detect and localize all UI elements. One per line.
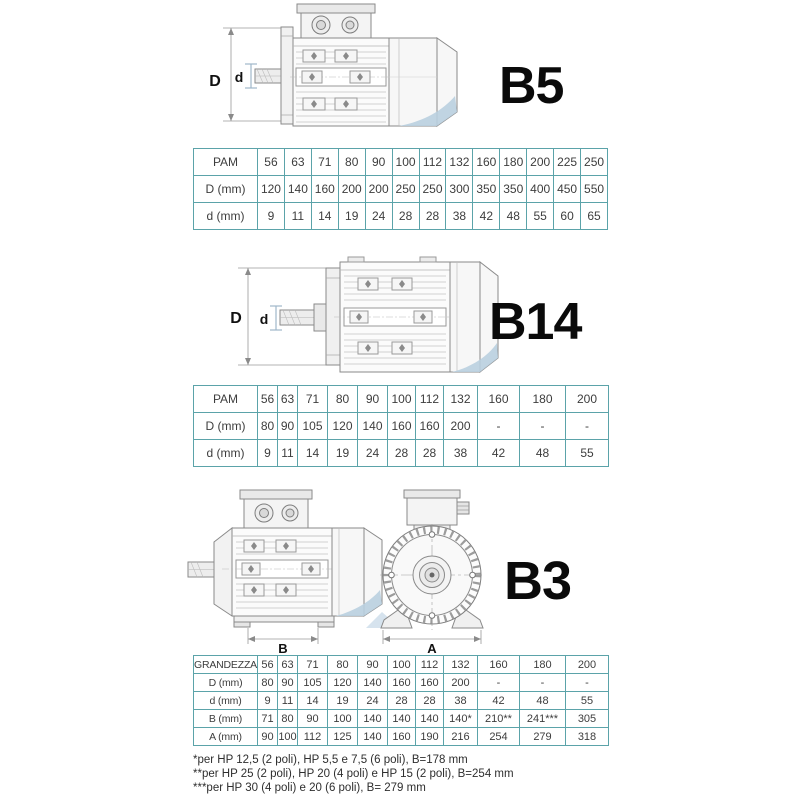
value-cell: 28: [416, 440, 444, 467]
value-cell: 48: [520, 692, 566, 710]
value-cell: 28: [419, 203, 446, 230]
value-cell: 71: [311, 149, 338, 176]
value-cell: 132: [444, 656, 478, 674]
value-cell: 60: [554, 203, 581, 230]
value-cell: 180: [520, 656, 566, 674]
value-cell: 120: [328, 413, 358, 440]
value-cell: -: [520, 413, 566, 440]
value-cell: 112: [416, 656, 444, 674]
value-cell: 210**: [478, 710, 520, 728]
value-cell: 100: [388, 656, 416, 674]
value-cell: 38: [444, 692, 478, 710]
value-cell: 105: [298, 413, 328, 440]
b3-dim-label-B: B: [278, 641, 288, 654]
value-cell: 241***: [520, 710, 566, 728]
row-header-cell: PAM: [194, 149, 258, 176]
footnote-line-1: *per HP 12,5 (2 poli), HP 5,5 e 7,5 (6 poli), B=178 mm: [193, 754, 468, 766]
value-cell: 400: [527, 176, 554, 203]
value-cell: 112: [419, 149, 446, 176]
footnote-line-2: **per HP 25 (2 poli), HP 20 (4 poli) e HP 15 (2 poli), B=254 mm: [193, 768, 514, 780]
footnotes: [193, 753, 623, 795]
value-cell: 9: [258, 203, 285, 230]
value-cell: 24: [358, 440, 388, 467]
value-cell: 56: [258, 386, 278, 413]
value-cell: 24: [365, 203, 392, 230]
value-cell: 225: [554, 149, 581, 176]
b3-dimensions-table: [193, 655, 609, 746]
value-cell: 24: [358, 692, 388, 710]
value-cell: 140: [416, 710, 444, 728]
value-cell: 250: [581, 149, 608, 176]
row-header-cell: A (mm): [194, 728, 258, 746]
value-cell: 80: [338, 149, 365, 176]
b3-dim-label-A: A: [427, 641, 437, 654]
value-cell: 250: [419, 176, 446, 203]
value-cell: -: [478, 413, 520, 440]
value-cell: 112: [298, 728, 328, 746]
value-cell: 160: [388, 674, 416, 692]
value-cell: 132: [446, 149, 473, 176]
value-cell: 140: [358, 413, 388, 440]
value-cell: 80: [258, 674, 278, 692]
value-cell: -: [566, 413, 609, 440]
value-cell: 14: [311, 203, 338, 230]
value-cell: 100: [278, 728, 298, 746]
value-cell: 100: [392, 149, 419, 176]
value-cell: 55: [527, 203, 554, 230]
row-header-cell: d (mm): [194, 692, 258, 710]
value-cell: 19: [328, 692, 358, 710]
footnote-line-3: ***per HP 30 (4 poli) e 20 (6 poli), B= 279 mm: [193, 782, 426, 794]
value-cell: 90: [358, 656, 388, 674]
mounting-type-label-b14: B14: [489, 293, 582, 351]
table-row: [194, 203, 608, 230]
value-cell: 11: [284, 203, 311, 230]
value-cell: 160: [388, 413, 416, 440]
row-header-cell: d (mm): [194, 203, 258, 230]
value-cell: 160: [416, 413, 444, 440]
value-cell: 200: [444, 413, 478, 440]
value-cell: 279: [520, 728, 566, 746]
value-cell: 19: [328, 440, 358, 467]
row-header-cell: D (mm): [194, 176, 258, 203]
value-cell: 9: [258, 692, 278, 710]
value-cell: 90: [258, 728, 278, 746]
value-cell: 180: [500, 149, 527, 176]
row-header-cell: B (mm): [194, 710, 258, 728]
table-row: [194, 674, 609, 692]
value-cell: 63: [278, 386, 298, 413]
value-cell: -: [520, 674, 566, 692]
value-cell: 160: [388, 728, 416, 746]
value-cell: 80: [328, 386, 358, 413]
mounting-type-label-b3: B3: [504, 551, 572, 611]
value-cell: 48: [500, 203, 527, 230]
value-cell: 160: [478, 386, 520, 413]
value-cell: 200: [444, 674, 478, 692]
value-cell: 350: [473, 176, 500, 203]
table-row: [194, 710, 609, 728]
value-cell: 305: [566, 710, 609, 728]
row-header-cell: D (mm): [194, 674, 258, 692]
row-header-cell: PAM: [194, 386, 258, 413]
table-row: [194, 386, 609, 413]
value-cell: 112: [416, 386, 444, 413]
value-cell: 200: [527, 149, 554, 176]
b14-dimensions-table: [193, 385, 609, 467]
value-cell: 28: [388, 440, 416, 467]
value-cell: 63: [284, 149, 311, 176]
b5-flange-motor-drawing: [193, 0, 493, 146]
value-cell: 216: [444, 728, 478, 746]
value-cell: 180: [520, 386, 566, 413]
value-cell: 48: [520, 440, 566, 467]
value-cell: 90: [358, 386, 388, 413]
value-cell: 28: [388, 692, 416, 710]
value-cell: 200: [365, 176, 392, 203]
value-cell: 120: [258, 176, 285, 203]
table-row: [194, 692, 609, 710]
value-cell: 38: [446, 203, 473, 230]
value-cell: 56: [258, 149, 285, 176]
value-cell: 132: [444, 386, 478, 413]
value-cell: 140: [388, 710, 416, 728]
value-cell: 160: [473, 149, 500, 176]
value-cell: 42: [478, 440, 520, 467]
value-cell: 19: [338, 203, 365, 230]
value-cell: 42: [478, 692, 520, 710]
row-header-cell: d (mm): [194, 440, 258, 467]
value-cell: 90: [278, 413, 298, 440]
value-cell: 350: [500, 176, 527, 203]
table-row: [194, 149, 608, 176]
value-cell: 550: [581, 176, 608, 203]
value-cell: 200: [338, 176, 365, 203]
value-cell: 90: [278, 674, 298, 692]
value-cell: 450: [554, 176, 581, 203]
value-cell: -: [478, 674, 520, 692]
b14-dim-label-D: D: [230, 310, 242, 327]
value-cell: 63: [278, 656, 298, 674]
table-row: [194, 728, 609, 746]
value-cell: 100: [328, 710, 358, 728]
value-cell: 140: [358, 674, 388, 692]
value-cell: 11: [278, 440, 298, 467]
row-header-cell: D (mm): [194, 413, 258, 440]
b14-flange-motor-drawing: [226, 246, 506, 384]
value-cell: 120: [328, 674, 358, 692]
value-cell: 9: [258, 440, 278, 467]
table-row: [194, 413, 609, 440]
value-cell: 38: [444, 440, 478, 467]
value-cell: 28: [416, 692, 444, 710]
value-cell: 80: [258, 413, 278, 440]
value-cell: 160: [416, 674, 444, 692]
value-cell: 200: [566, 386, 609, 413]
value-cell: 140: [358, 728, 388, 746]
table-row: [194, 176, 608, 203]
value-cell: 71: [298, 656, 328, 674]
value-cell: 140: [284, 176, 311, 203]
value-cell: 28: [392, 203, 419, 230]
value-cell: 318: [566, 728, 609, 746]
b3-foot-motor-drawing: [186, 488, 498, 654]
value-cell: 65: [581, 203, 608, 230]
b5-dimensions-table: [193, 148, 608, 230]
value-cell: 56: [258, 656, 278, 674]
value-cell: 80: [328, 656, 358, 674]
value-cell: 160: [311, 176, 338, 203]
value-cell: 90: [298, 710, 328, 728]
value-cell: 190: [416, 728, 444, 746]
value-cell: 100: [388, 386, 416, 413]
table-row: [194, 440, 609, 467]
value-cell: 125: [328, 728, 358, 746]
value-cell: 105: [298, 674, 328, 692]
value-cell: 14: [298, 440, 328, 467]
value-cell: 254: [478, 728, 520, 746]
value-cell: -: [566, 674, 609, 692]
value-cell: 71: [258, 710, 278, 728]
value-cell: 200: [566, 656, 609, 674]
value-cell: 11: [278, 692, 298, 710]
b5-dim-label-d: d: [234, 69, 244, 85]
mounting-type-label-b5: B5: [499, 57, 564, 115]
b14-dim-label-d: d: [259, 311, 269, 327]
value-cell: 80: [278, 710, 298, 728]
value-cell: 71: [298, 386, 328, 413]
value-cell: 250: [392, 176, 419, 203]
value-cell: 14: [298, 692, 328, 710]
value-cell: 140: [358, 710, 388, 728]
value-cell: 42: [473, 203, 500, 230]
value-cell: 140*: [444, 710, 478, 728]
row-header-cell: GRANDEZZA: [194, 656, 258, 674]
b5-dim-label-D: D: [209, 73, 221, 90]
value-cell: 160: [478, 656, 520, 674]
value-cell: 55: [566, 692, 609, 710]
table-row: [194, 656, 609, 674]
value-cell: 90: [365, 149, 392, 176]
value-cell: 55: [566, 440, 609, 467]
value-cell: 300: [446, 176, 473, 203]
